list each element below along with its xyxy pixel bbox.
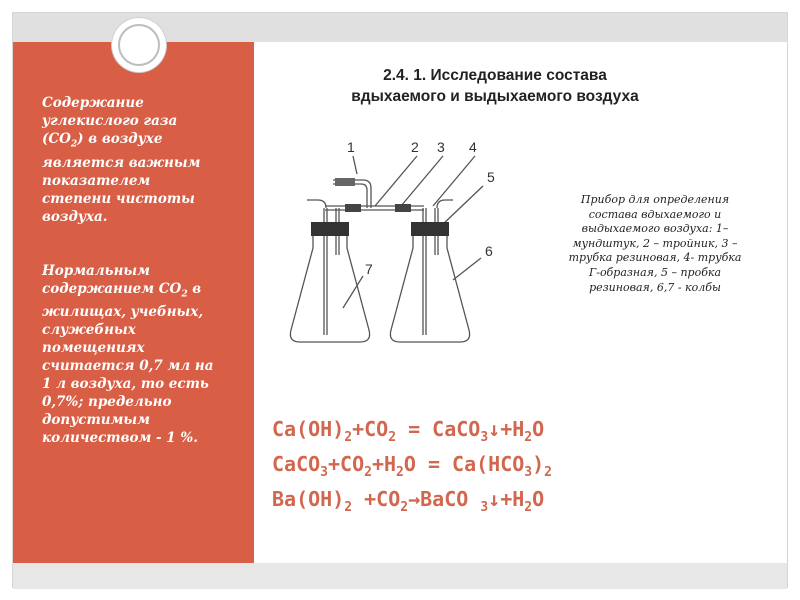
- bottom-bar: [13, 563, 787, 589]
- slide-title: 2.4. 1. Исследование состава вдыхаемого и выдыхаемого воздуха: [351, 67, 639, 105]
- stopper-right: [411, 222, 449, 236]
- figure-label-1: 1: [347, 139, 355, 155]
- figure-caption: Прибор для определения состава вдыхаемого и выдыхаемого воздуха: 1– мундштук, 2 – тройник, 3 – трубка резиновая, 4- трубка Г-образная, 5 – пробка резиновая, 6,7 - колбы: [568, 193, 742, 294]
- figure-label-5: 5: [487, 169, 495, 185]
- stopper-left: [311, 222, 349, 236]
- equation-1: $Ca(OH)_2+CO_2$ = $CaCO_3↓+H_2O$: [272, 417, 545, 445]
- figure-label-7: 7: [365, 261, 373, 277]
- figure-label-2: 2: [411, 139, 419, 155]
- figure-label-3: 3: [437, 139, 445, 155]
- left-panel-text: [42, 94, 237, 447]
- co2-importance-paragraph: Содержание углекислого газа $(СО_2)$ в воздухе является важным показателем степени чистоты воздуха.: [42, 95, 201, 225]
- figure-label-4: 4: [469, 139, 477, 155]
- reaction-equations: [272, 416, 792, 521]
- co2-norm-paragraph: Нормальным содержанием $СО_2$ в жилищах, учебных, служебных помещениях считается 0,7 мл на 1 л воздуха, то есть 0,7%; предельно допустимым количеством - 1 %.: [42, 262, 214, 447]
- figure-label-6: 6: [485, 243, 493, 259]
- equation-3: $Ba(OH)_2$ $+CO_2\to BaCO$ $_3↓+H_2O$: [272, 487, 545, 515]
- flask-right: [390, 227, 469, 342]
- equation-2: $CaCO_3+CO_2+H_2O = Ca(HCO_3)_2$: [272, 452, 552, 480]
- slide-emblem-icon: [112, 18, 166, 72]
- apparatus-diagram: [283, 130, 513, 380]
